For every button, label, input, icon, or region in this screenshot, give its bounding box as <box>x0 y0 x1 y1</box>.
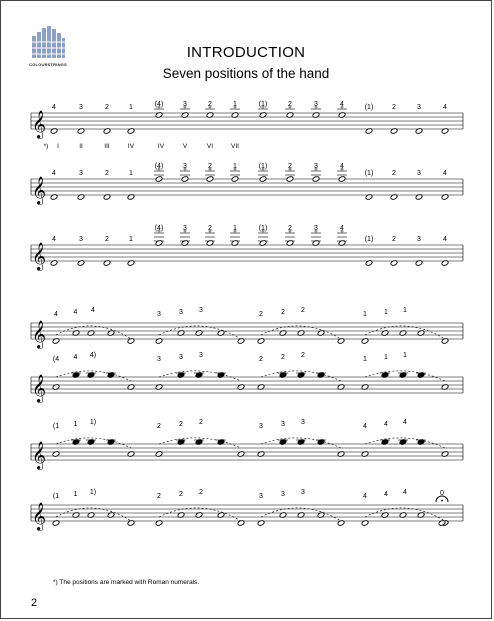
fingering-label: 2 <box>281 354 285 361</box>
fingering-label: (4) <box>154 225 164 232</box>
fingering-label: 4 <box>384 491 388 498</box>
fingering-label: 2 <box>208 101 212 108</box>
treble-clef: 𝄞 <box>31 502 47 530</box>
fingering-label: (1) <box>364 104 374 111</box>
position-numeral: V <box>182 143 188 150</box>
fingering-label: 1 <box>233 101 237 108</box>
staff-1 <box>31 101 463 150</box>
fingering-label: 2 <box>392 236 396 243</box>
fingering-label: 4 <box>443 236 447 243</box>
fingering-label: 1 <box>384 354 388 361</box>
fingering-label: 2 <box>199 489 203 496</box>
fingering-label: 4 <box>73 354 78 361</box>
note <box>206 176 214 182</box>
fingering-label: 3 <box>179 309 183 316</box>
fingering-label: 2 <box>301 307 305 314</box>
fingering-label: 1 <box>403 352 407 359</box>
fingering-label: 3 <box>199 307 203 314</box>
fingering-label: 2 <box>392 170 396 177</box>
fingering-label: 2 <box>157 493 161 500</box>
fingering-label: 3 <box>179 354 183 361</box>
fingering-label: 2 <box>392 104 396 111</box>
fingering-label: 3 <box>314 225 318 232</box>
fingering-label: 4 <box>54 311 58 318</box>
position-numeral: IV <box>157 143 165 150</box>
page-number: 2 <box>31 597 38 609</box>
fingering-label: 2 <box>281 309 285 316</box>
fingering-label: 1 <box>73 491 78 498</box>
fingering-label: 4 <box>403 489 407 496</box>
fingering-label: 2 <box>259 311 263 318</box>
fingering-label: 1 <box>73 421 78 428</box>
fingering-label: 1 <box>403 307 407 314</box>
fingering-label: 4 <box>340 163 344 170</box>
fingering-label: 3 <box>314 163 318 170</box>
fingering-label: 4 <box>73 309 78 316</box>
fingering-label: 3 <box>157 311 161 318</box>
fingering-label: 4 <box>52 170 56 177</box>
treble-clef: 𝄞 <box>31 441 47 469</box>
fermata-dot <box>441 500 443 502</box>
fingering-label: (1 <box>52 423 60 430</box>
position-numeral: VI <box>206 143 214 150</box>
note <box>259 176 267 182</box>
fingering-label: 2 <box>105 104 109 111</box>
staff-7 <box>31 489 463 531</box>
fingering-label: 0 <box>440 490 444 497</box>
page-subtitle: Seven positions of the hand <box>162 66 330 81</box>
fingering-label: (4) <box>154 101 164 108</box>
fingering-label: 2 <box>288 163 292 170</box>
position-numeral: IV <box>127 143 135 150</box>
treble-clef: 𝄞 <box>31 242 47 270</box>
treble-clef: 𝄞 <box>31 374 47 402</box>
fingering-label: 4 <box>340 101 344 108</box>
position-marker: *) <box>43 143 49 150</box>
note <box>231 176 239 182</box>
fingering-label: (1) <box>258 225 268 232</box>
fingering-label: 1) <box>89 419 97 426</box>
fingering-label: 1 <box>384 309 388 316</box>
fingering-label: 1 <box>129 236 133 243</box>
treble-clef: 𝄞 <box>31 110 47 138</box>
fingering-label: 2 <box>301 352 305 359</box>
fingering-label: 3 <box>79 104 83 111</box>
fingering-label: 3 <box>259 493 263 500</box>
fingering-label: 4 <box>384 421 388 428</box>
fingering-label: (1) <box>364 170 374 177</box>
music-notation <box>1 1 493 620</box>
fingering-label: 3 <box>417 104 421 111</box>
fingering-label: (1) <box>258 101 268 108</box>
fingering-label: 3 <box>417 236 421 243</box>
staff-2 <box>31 163 463 205</box>
position-numeral: I <box>57 143 59 150</box>
fingering-label: 3 <box>259 423 263 430</box>
fingering-label: 3 <box>301 419 305 426</box>
logo-wordmark: COLOURSTRINGS <box>29 62 67 67</box>
fingering-label: (1) <box>258 163 268 170</box>
fingering-label: 3 <box>301 489 305 496</box>
fingering-label: 1 <box>363 311 367 318</box>
fingering-label: 4 <box>52 236 56 243</box>
fingering-label: 3 <box>199 352 203 359</box>
page-title: INTRODUCTION <box>186 44 306 61</box>
staff-5 <box>31 352 463 403</box>
note <box>338 176 346 182</box>
fingering-label: 4 <box>363 493 367 500</box>
note <box>286 176 294 182</box>
position-numeral: III <box>104 143 110 150</box>
fingering-label: 4 <box>443 170 447 177</box>
treble-clef: 𝄞 <box>31 320 47 348</box>
fingering-label: 4 <box>91 307 95 314</box>
fingering-label: 3 <box>79 236 83 243</box>
fingering-label: 3 <box>183 101 187 108</box>
note <box>155 176 163 182</box>
staff-3 <box>31 225 463 271</box>
fingering-label: 3 <box>281 421 285 428</box>
fingering-label: 2 <box>179 491 183 498</box>
staff-4 <box>31 307 463 349</box>
fingering-label: 1 <box>129 104 133 111</box>
fingering-label: 3 <box>79 170 83 177</box>
fingering-label: 2 <box>157 423 161 430</box>
fingering-label: 3 <box>314 101 318 108</box>
position-numeral: II <box>79 143 83 150</box>
fingering-label: 2 <box>105 170 109 177</box>
fingering-label: (1) <box>364 236 374 243</box>
fingering-label: 2 <box>105 236 109 243</box>
position-numeral: VII <box>231 143 239 150</box>
fingering-label: (4 <box>52 356 60 363</box>
fingering-label: 1 <box>233 163 237 170</box>
fingering-label: 1) <box>89 489 97 496</box>
fingering-label: 4 <box>443 104 447 111</box>
fingering-label: 4 <box>363 423 367 430</box>
fingering-label: 2 <box>208 225 212 232</box>
fingering-label: 4 <box>52 104 56 111</box>
fingering-label: 2 <box>179 421 183 428</box>
fingering-label: 4 <box>403 419 407 426</box>
fingering-label: 3 <box>417 170 421 177</box>
fingering-label: 3 <box>281 491 285 498</box>
fingering-label: (4) <box>154 163 164 170</box>
fingering-label: 3 <box>183 163 187 170</box>
note <box>181 176 189 182</box>
fingering-label: 1 <box>129 170 133 177</box>
fingering-label: 2 <box>288 225 292 232</box>
treble-clef: 𝄞 <box>31 176 47 204</box>
fingering-label: 4) <box>89 352 97 359</box>
fingering-label: 1 <box>363 356 367 363</box>
fingering-label: 2 <box>199 419 203 426</box>
fingering-label: 2 <box>288 101 292 108</box>
footnote: *) The positions are marked with Roman numerals. <box>53 579 200 586</box>
fingering-label: 2 <box>208 163 212 170</box>
fingering-label: 3 <box>157 356 161 363</box>
note <box>312 176 320 182</box>
fingering-label: 1 <box>233 225 237 232</box>
staff-6 <box>31 419 463 470</box>
fingering-label: 3 <box>183 225 187 232</box>
fingering-label: (1 <box>52 493 60 500</box>
fingering-label: 2 <box>259 356 263 363</box>
fingering-label: 4 <box>340 225 344 232</box>
